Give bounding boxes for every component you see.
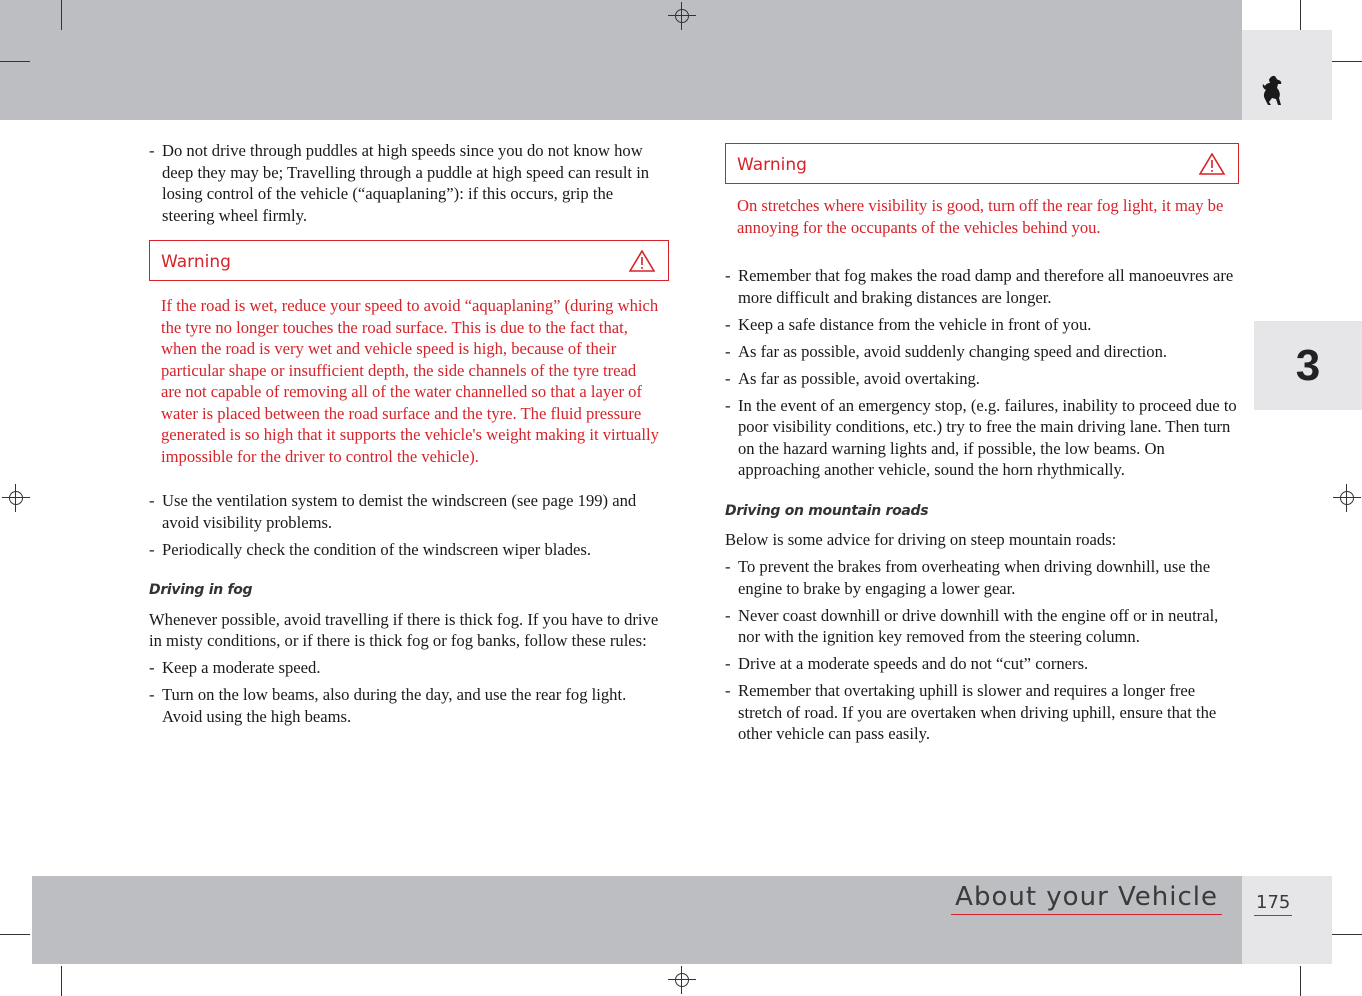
list-item: - Never coast downhill or drive downhill with the engine off or in neutral, nor with the ignition key removed from the steering column.	[725, 605, 1239, 648]
chapter-tab[interactable]: 3	[1254, 321, 1362, 410]
registration-mark-icon	[7, 489, 25, 507]
section-heading: Driving in fog	[149, 582, 253, 598]
registration-mark-icon	[673, 7, 691, 25]
list-item: - Remember that fog makes the road damp and therefore all manoeuvres are more difficult and braking distances are longer.	[725, 265, 1239, 308]
warning-label: Warning	[737, 155, 807, 175]
right-column	[725, 140, 1239, 750]
warning-label: Warning	[161, 252, 231, 272]
crop-mark	[1300, 0, 1301, 30]
footer-section-title: About your Vehicle	[951, 882, 1222, 915]
list-item: - Keep a safe distance from the vehicle in front of you.	[725, 314, 1239, 336]
list-item: - As far as possible, avoid overtaking.	[725, 368, 1239, 390]
header-band	[0, 0, 1242, 120]
list-item: - In the event of an emergency stop, (e.g. failures, inability to proceed due to poor visibility conditions, etc.) try to free the main driving lane. Then turn on the hazard warning lights and, if possible, the low beams. On approaching another vehicle, sound the horn rhythmically.	[725, 395, 1239, 481]
crop-mark	[61, 966, 62, 996]
header-logo-tab	[1242, 30, 1332, 120]
warning-text: If the road is wet, reduce your speed to avoid “aquaplaning” (during which the tyre no longer touches the road surface. This is due to the fact that, when the road is very wet and vehicle speed is high, because of their particular shape or insufficient depth, the side channels of the tyre tread are not capable of removing all of the water channelled so that a layer of water is placed between the road surface and the tyre. The fluid pressure generated is so high that it supports the vehicle's weight making it virtually impossible for the driver to control the vehicle).	[161, 296, 659, 466]
footer-page-tab	[1242, 876, 1332, 964]
list-item: - To prevent the brakes from overheating when driving downhill, use the engine to brake by engaging a lower gear.	[725, 556, 1239, 599]
section-heading: Driving on mountain roads	[725, 502, 929, 519]
warning-triangle-icon	[1199, 153, 1225, 175]
paragraph: Whenever possible, avoid travelling if there is thick fog. If you have to drive in misty conditions, or if there is thick fog or fog banks, follow these rules:	[149, 609, 659, 650]
crop-mark	[61, 0, 62, 30]
list-item: - Keep a moderate speed.	[149, 657, 669, 679]
paragraph: Below is some advice for driving on steep mountain roads:	[725, 530, 1117, 549]
warning-triangle-icon	[629, 250, 655, 272]
crop-mark	[0, 61, 30, 62]
list-item: - As far as possible, avoid suddenly changing speed and direction.	[725, 341, 1239, 363]
list-item: - Do not drive through puddles at high speeds since you do not know how deep they may be; Travelling through a puddle at high speed can result in losing control of the vehicle (“aquaplaning”): if this occurs, grip the steering wheel firmly.	[149, 140, 669, 226]
registration-mark-icon	[1338, 489, 1356, 507]
list-item: - Remember that overtaking uphill is slower and requires a longer free stretch of road. If you are overtaken when driving uphill, ensure that the other vehicle can pass easily.	[725, 680, 1239, 745]
list-item: - Drive at a moderate speeds and do not “cut” corners.	[725, 653, 1239, 675]
left-column	[149, 140, 669, 733]
warning-box	[725, 143, 1239, 184]
crop-mark	[0, 934, 30, 935]
registration-mark-icon	[673, 971, 691, 989]
prancing-horse-logo	[1257, 74, 1287, 108]
list-item: - Turn on the low beams, also during the day, and use the rear fog light. Avoid using the high beams.	[149, 684, 669, 727]
page-number: 175	[1254, 892, 1292, 916]
crop-mark	[1300, 966, 1301, 996]
crop-mark	[1332, 934, 1362, 935]
crop-mark	[1332, 61, 1362, 62]
list-item: - Use the ventilation system to demist the windscreen (see page 199) and avoid visibility problems.	[149, 490, 669, 533]
warning-text: On stretches where visibility is good, turn off the rear fog light, it may be annoying for the occupants of the vehicles behind you.	[737, 196, 1224, 237]
list-item: - Periodically check the condition of the windscreen wiper blades.	[149, 539, 669, 561]
warning-box	[149, 240, 669, 281]
